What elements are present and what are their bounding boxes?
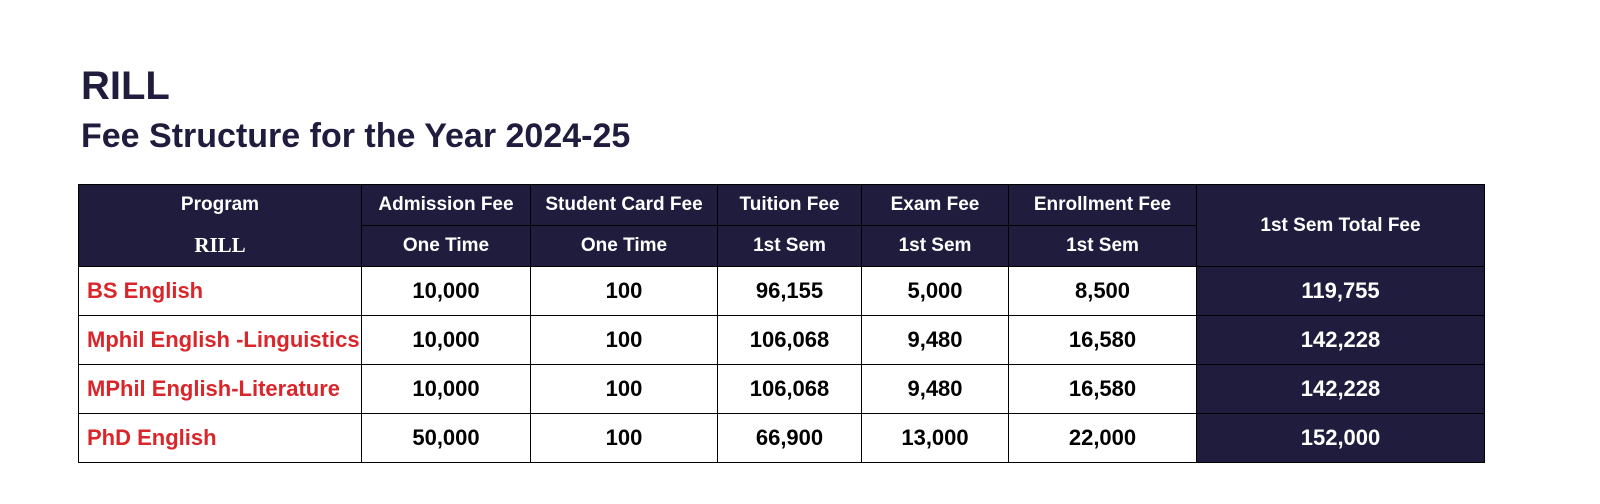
col-header-tuition-fee: Tuition Fee bbox=[718, 185, 862, 226]
exam-fee-cell: 13,000 bbox=[862, 414, 1009, 463]
exam-fee-cell: 9,480 bbox=[862, 365, 1009, 414]
header-row-labels bbox=[79, 185, 1485, 226]
tuition-fee-cell: 96,155 bbox=[718, 267, 862, 316]
total-fee-cell: 152,000 bbox=[1197, 414, 1485, 463]
admission-fee-cell: 10,000 bbox=[362, 316, 531, 365]
col-sub-program: RILL bbox=[79, 226, 362, 267]
col-sub-student-card-fee: One Time bbox=[531, 226, 718, 267]
col-header-admission-fee: Admission Fee bbox=[362, 185, 531, 226]
col-sub-exam-fee: 1st Sem bbox=[862, 226, 1009, 267]
enrollment-fee-cell: 22,000 bbox=[1009, 414, 1197, 463]
student-card-fee-cell: 100 bbox=[531, 365, 718, 414]
program-name: MPhil English-Literature bbox=[79, 365, 362, 414]
total-fee-cell: 119,755 bbox=[1197, 267, 1485, 316]
table-header bbox=[79, 185, 1485, 267]
page-subtitle: Fee Structure for the Year 2024-25 bbox=[81, 117, 631, 155]
col-sub-tuition-fee: 1st Sem bbox=[718, 226, 862, 267]
col-header-program: Program bbox=[79, 185, 362, 226]
program-name: PhD English bbox=[79, 414, 362, 463]
table-row bbox=[79, 414, 1485, 463]
total-fee-cell: 142,228 bbox=[1197, 365, 1485, 414]
enrollment-fee-cell: 16,580 bbox=[1009, 316, 1197, 365]
student-card-fee-cell: 100 bbox=[531, 316, 718, 365]
enrollment-fee-cell: 8,500 bbox=[1009, 267, 1197, 316]
page-heading bbox=[81, 62, 630, 158]
tuition-fee-cell: 106,068 bbox=[718, 365, 862, 414]
program-name: BS English bbox=[79, 267, 362, 316]
tuition-fee-cell: 106,068 bbox=[718, 316, 862, 365]
table-row bbox=[79, 316, 1485, 365]
exam-fee-cell: 5,000 bbox=[862, 267, 1009, 316]
col-header-exam-fee: Exam Fee bbox=[862, 185, 1009, 226]
total-fee-cell: 142,228 bbox=[1197, 316, 1485, 365]
admission-fee-cell: 50,000 bbox=[362, 414, 531, 463]
student-card-fee-cell: 100 bbox=[531, 414, 718, 463]
col-header-total-fee: 1st Sem Total Fee bbox=[1197, 185, 1485, 267]
admission-fee-cell: 10,000 bbox=[362, 267, 531, 316]
program-name: Mphil English -Linguistics bbox=[79, 316, 362, 365]
exam-fee-cell: 9,480 bbox=[862, 316, 1009, 365]
tuition-fee-cell: 66,900 bbox=[718, 414, 862, 463]
student-card-fee-cell: 100 bbox=[531, 267, 718, 316]
fee-structure-table bbox=[78, 184, 1485, 463]
enrollment-fee-cell: 16,580 bbox=[1009, 365, 1197, 414]
table-row bbox=[79, 267, 1485, 316]
table-row bbox=[79, 365, 1485, 414]
table-body bbox=[79, 267, 1485, 463]
col-header-enrollment-fee: Enrollment Fee bbox=[1009, 185, 1197, 226]
org-name: RILL bbox=[81, 64, 170, 108]
admission-fee-cell: 10,000 bbox=[362, 365, 531, 414]
col-sub-admission-fee: One Time bbox=[362, 226, 531, 267]
col-sub-enrollment-fee: 1st Sem bbox=[1009, 226, 1197, 267]
col-header-student-card-fee: Student Card Fee bbox=[531, 185, 718, 226]
